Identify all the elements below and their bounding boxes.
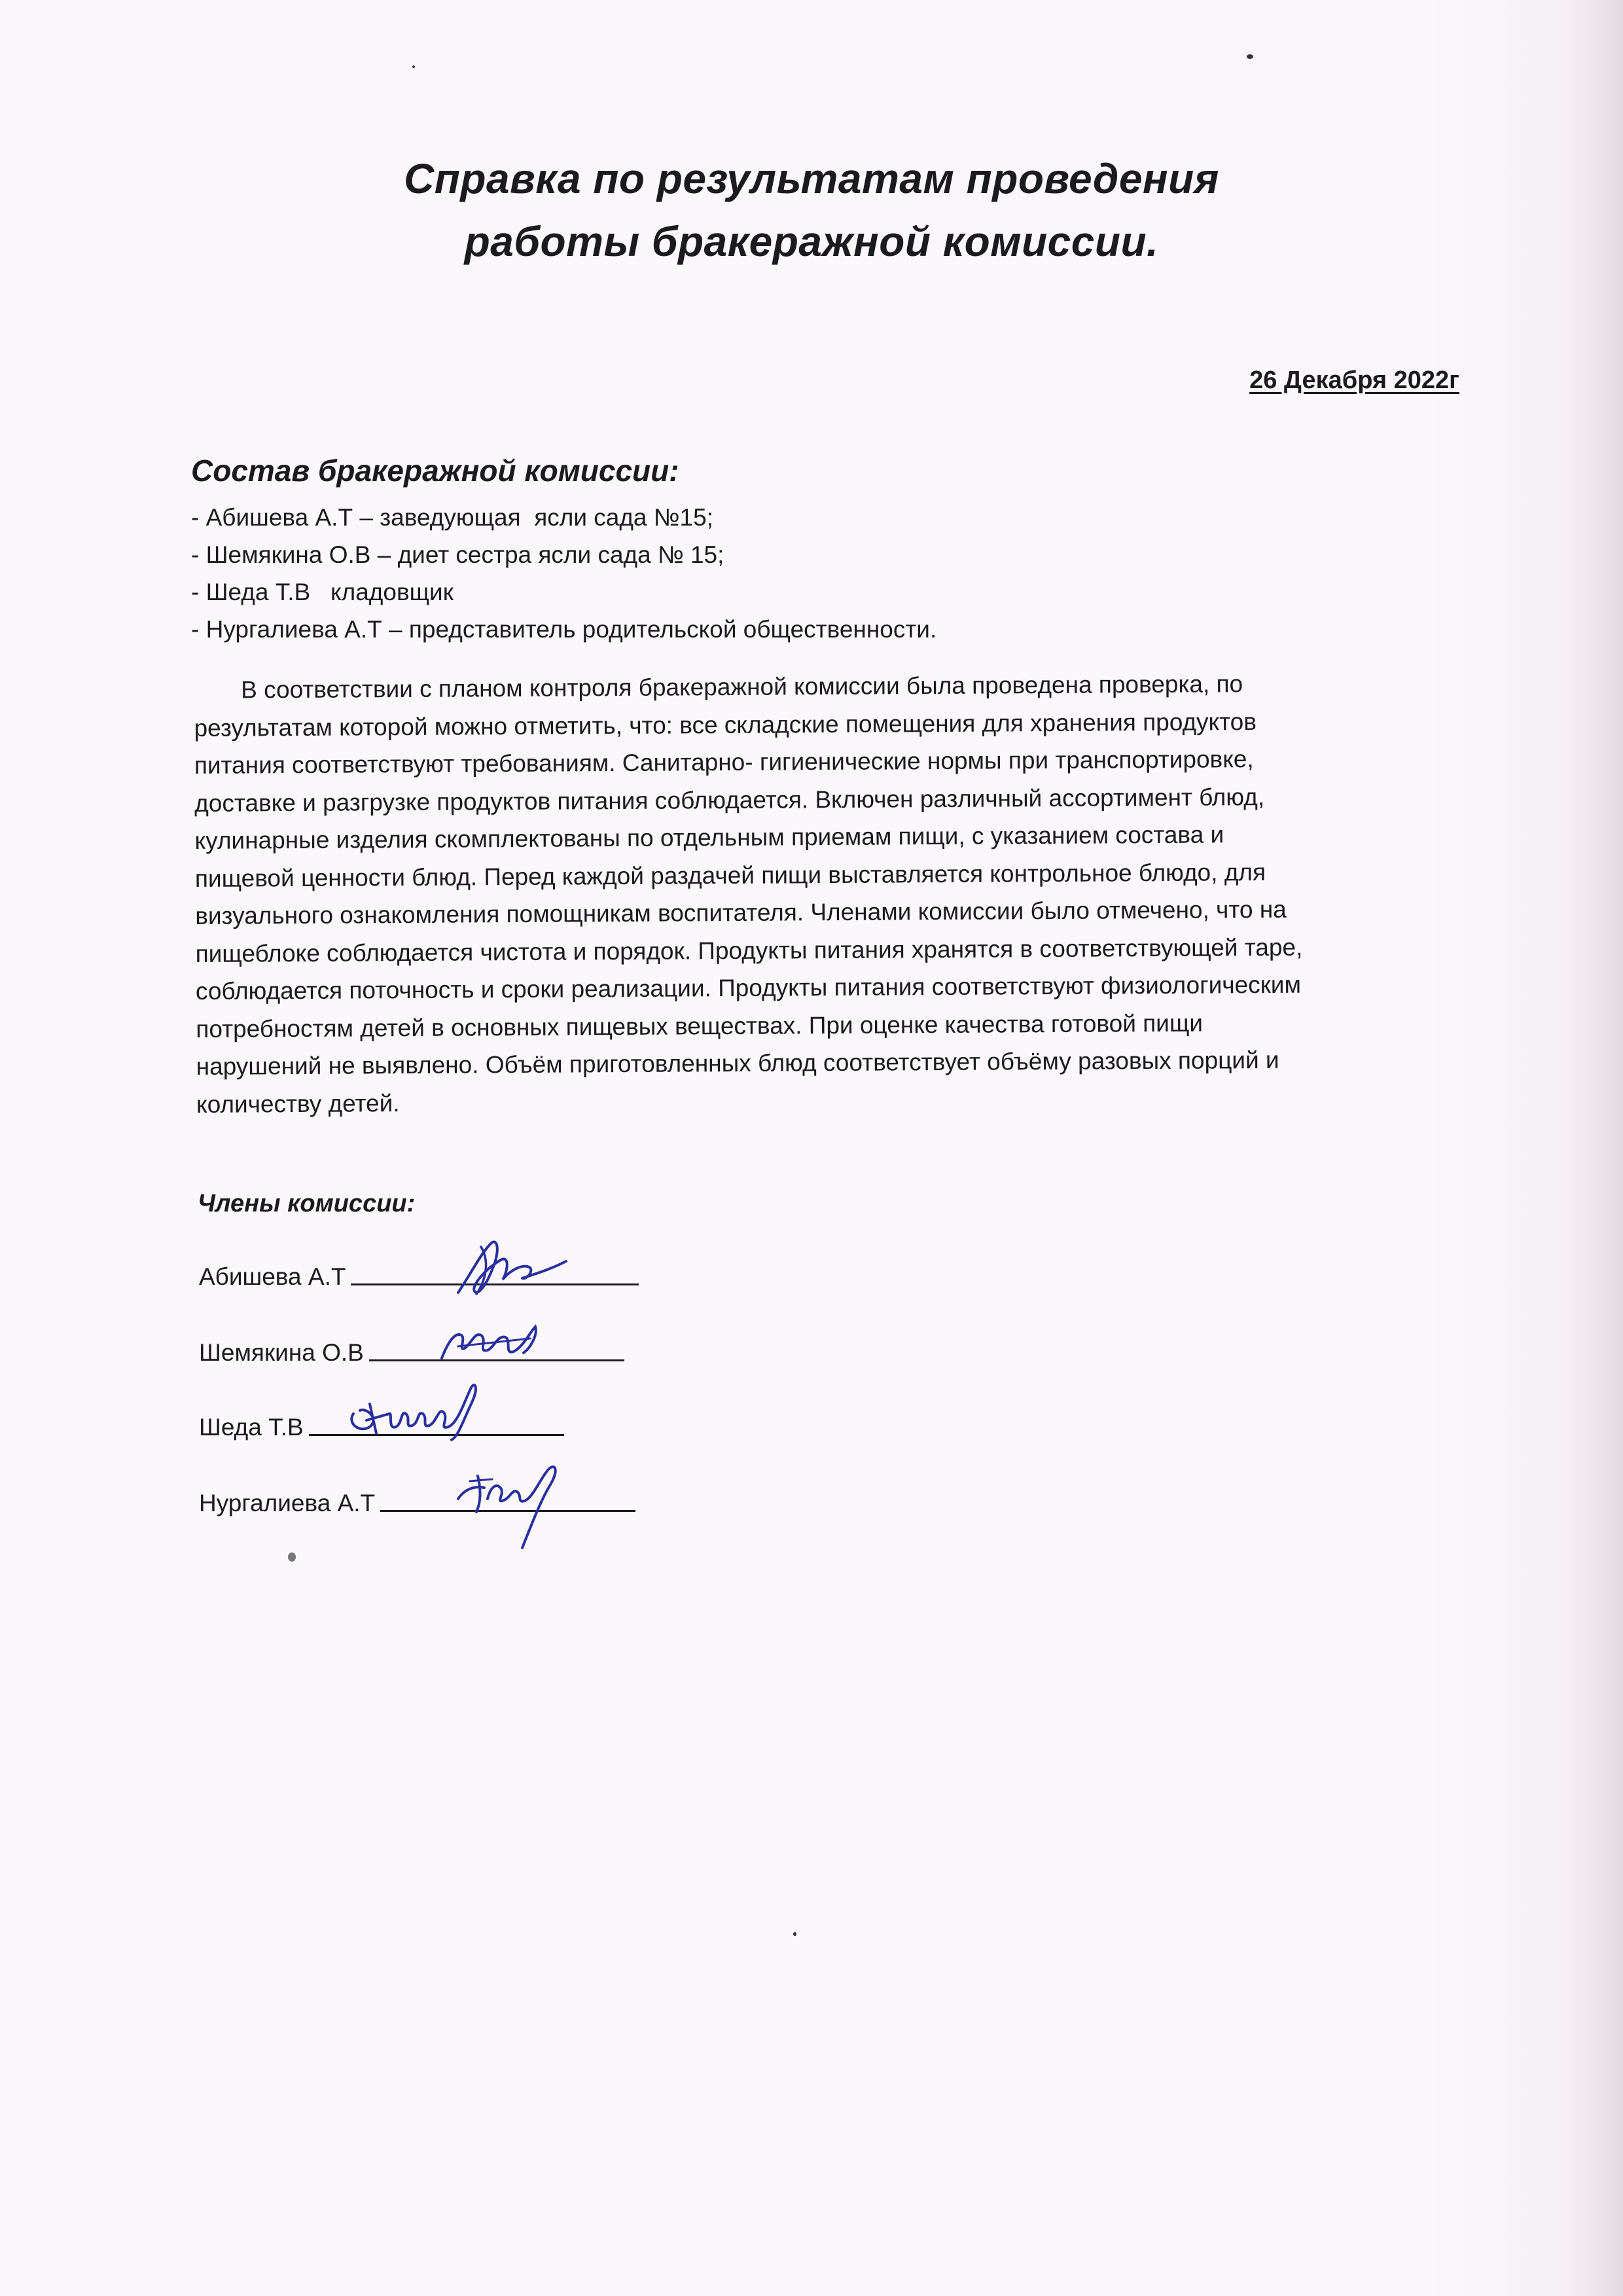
member-item: - Шемякина О.В – диет сестра ясли сада № 15; xyxy=(191,541,724,568)
scan-speck xyxy=(1247,54,1253,59)
member-item: - Нургалиева А.Т – представитель родительской общественности. xyxy=(191,616,937,643)
handwritten-signature xyxy=(432,1312,550,1374)
page-edge-shadow xyxy=(1571,0,1623,2296)
signature-row xyxy=(199,1490,635,1517)
signer-name: Шеда Т.В xyxy=(199,1414,304,1441)
member-item: - Абишева А.Т – заведующая ясли сада №15; xyxy=(191,504,713,531)
handwritten-signature xyxy=(452,1450,569,1558)
signer-name: Абишева А.Т xyxy=(199,1263,346,1290)
title-line-2: работы бракеражной комиссии. xyxy=(464,218,1159,265)
scan-speck xyxy=(412,65,415,68)
handwritten-signature xyxy=(445,1234,576,1309)
signatures-heading: Члены комиссии: xyxy=(198,1190,416,1217)
signer-name: Нургалиева А.Т xyxy=(199,1490,376,1516)
member-item: - Шеда Т.В кладовщик xyxy=(191,579,454,605)
title-line-1: Справка по результатам проведения xyxy=(404,155,1219,202)
scan-speck xyxy=(288,1552,296,1562)
scan-speck xyxy=(793,1932,796,1936)
commission-heading: Состав бракеражной комиссии: xyxy=(191,454,679,488)
document-title xyxy=(0,147,1623,273)
document-date: 26 Декабря 2022г xyxy=(1249,367,1459,394)
signer-name: Шемякина О.В xyxy=(199,1339,364,1366)
signature-row xyxy=(199,1339,624,1367)
commission-members-list xyxy=(191,499,936,648)
report-body-text: В соответствии с планом контроля бракеражной комиссии была проведена проверка, по результатам которой можно отметить, что: все складские помещения для хранения продуктов питания соответствуют требованиям. Санитарно- гигиенические нормы при транспортировке, доставке и разгрузке продуктов питания соблюдается. Включен различный ассортимент блюд, кулинарные изделия скомплектованы по отдельным приемам пищи, с указанием состава и пищевой ценности блюд. Перед каждой раздачей пищи выставляется контрольное блюдо, для визуального ознакомления помощникам воспитателя. Членами комиссии было отмечено, что на пищеблоке соблюдается чистота и порядок. Продукты питания хранятся в соответствующей таре, соблюдается поточность и сроки реализации. Продукты питания соответствуют физиологическим потребностям детей в основных пищевых веществах. При оценке качества готовой пищи нарушений не выявлено. Объём приготовленных блюд соответствует объёму разовых порций и количеству детей. xyxy=(194,670,1303,1118)
handwritten-signature xyxy=(340,1374,497,1450)
